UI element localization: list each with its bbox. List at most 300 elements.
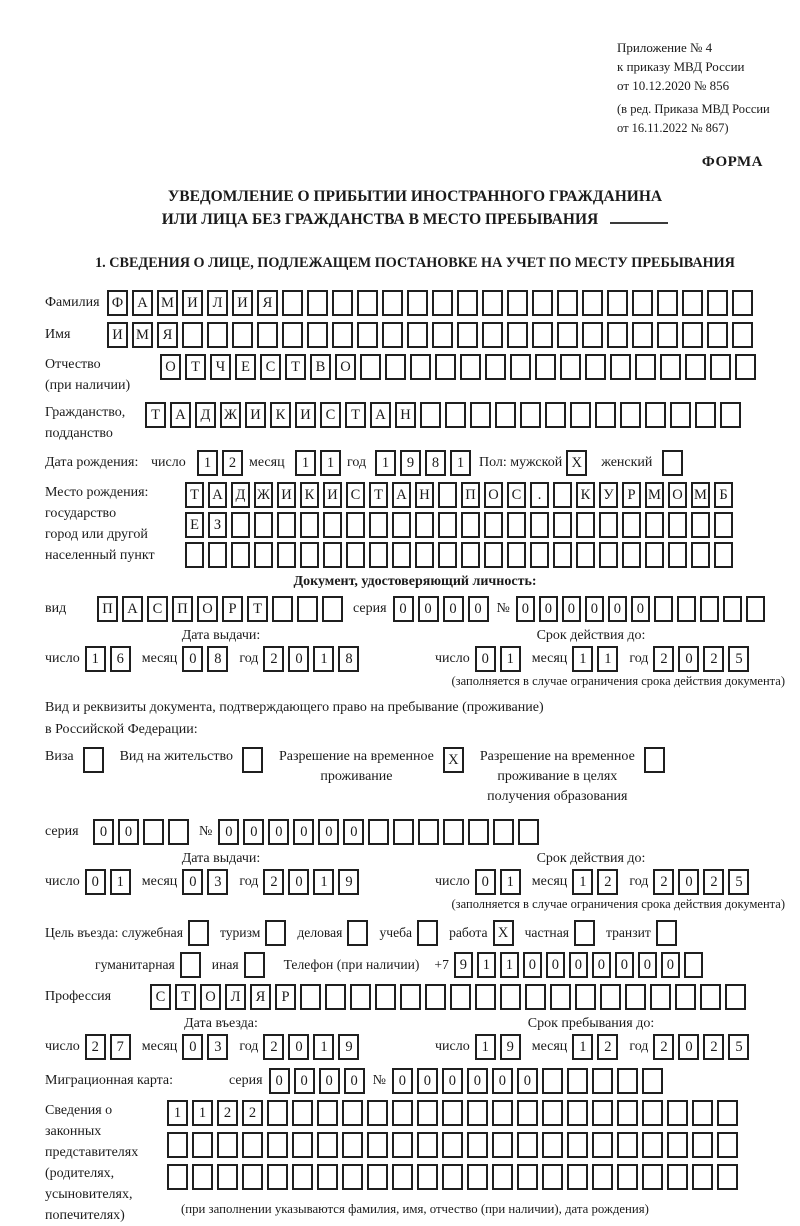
- char-cell[interactable]: [507, 542, 526, 568]
- char-cell[interactable]: Ж: [254, 482, 273, 508]
- char-cell[interactable]: [418, 819, 439, 845]
- char-cell[interactable]: 8: [425, 450, 446, 476]
- char-cell[interactable]: 9: [400, 450, 421, 476]
- char-cell[interactable]: [685, 354, 706, 380]
- char-cell[interactable]: 7: [110, 1034, 131, 1060]
- char-cell[interactable]: О: [197, 596, 218, 622]
- char-cell[interactable]: [400, 984, 421, 1010]
- char-cell[interactable]: Ж: [220, 402, 241, 428]
- char-cell[interactable]: .: [530, 482, 549, 508]
- char-cell[interactable]: [392, 1100, 413, 1126]
- checkbox-tourism[interactable]: [265, 920, 286, 946]
- char-cell[interactable]: [575, 984, 596, 1010]
- checkbox-humanitarian[interactable]: [180, 952, 201, 978]
- char-cell[interactable]: [323, 542, 342, 568]
- char-cell[interactable]: [443, 819, 464, 845]
- char-cell[interactable]: [357, 322, 378, 348]
- char-cell[interactable]: [645, 542, 664, 568]
- char-cell[interactable]: 1: [477, 952, 496, 978]
- char-cell[interactable]: [369, 542, 388, 568]
- char-cell[interactable]: [617, 1132, 638, 1158]
- char-cell[interactable]: 0: [475, 869, 496, 895]
- char-cell[interactable]: [297, 596, 318, 622]
- char-cell[interactable]: [425, 984, 446, 1010]
- char-cell[interactable]: [450, 984, 471, 1010]
- char-cell[interactable]: 1: [572, 646, 593, 672]
- char-cell[interactable]: 1: [110, 869, 131, 895]
- char-cell[interactable]: [392, 542, 411, 568]
- char-cell[interactable]: Т: [185, 354, 206, 380]
- char-cell[interactable]: [417, 1100, 438, 1126]
- char-cell[interactable]: 0: [678, 869, 699, 895]
- char-cell[interactable]: [342, 1164, 363, 1190]
- char-cell[interactable]: [507, 322, 528, 348]
- char-cell[interactable]: [368, 819, 389, 845]
- char-cell[interactable]: 2: [703, 869, 724, 895]
- char-cell[interactable]: [442, 1100, 463, 1126]
- char-cell[interactable]: [642, 1100, 663, 1126]
- char-cell[interactable]: [342, 1132, 363, 1158]
- char-cell[interactable]: 9: [338, 869, 359, 895]
- char-cell[interactable]: И: [295, 402, 316, 428]
- char-cell[interactable]: 0: [638, 952, 657, 978]
- char-cell[interactable]: [723, 596, 742, 622]
- char-cell[interactable]: 2: [222, 450, 243, 476]
- char-cell[interactable]: 0: [468, 596, 489, 622]
- char-cell[interactable]: О: [160, 354, 181, 380]
- char-cell[interactable]: 0: [288, 1034, 309, 1060]
- char-cell[interactable]: [438, 482, 457, 508]
- char-cell[interactable]: [622, 512, 641, 538]
- char-cell[interactable]: 1: [313, 646, 334, 672]
- char-cell[interactable]: [582, 322, 603, 348]
- char-cell[interactable]: [720, 402, 741, 428]
- char-cell[interactable]: [460, 354, 481, 380]
- char-cell[interactable]: [192, 1132, 213, 1158]
- char-cell[interactable]: [346, 512, 365, 538]
- char-cell[interactable]: [367, 1132, 388, 1158]
- char-cell[interactable]: [393, 819, 414, 845]
- char-cell[interactable]: 0: [492, 1068, 513, 1094]
- char-cell[interactable]: [346, 542, 365, 568]
- char-cell[interactable]: 1: [197, 450, 218, 476]
- char-cell[interactable]: [267, 1100, 288, 1126]
- char-cell[interactable]: М: [691, 482, 710, 508]
- char-cell[interactable]: [517, 1132, 538, 1158]
- char-cell[interactable]: [475, 984, 496, 1010]
- char-cell[interactable]: [367, 1164, 388, 1190]
- char-cell[interactable]: [369, 512, 388, 538]
- char-cell[interactable]: С: [346, 482, 365, 508]
- char-cell[interactable]: 0: [467, 1068, 488, 1094]
- char-cell[interactable]: 1: [320, 450, 341, 476]
- checkbox-temp-residence-education[interactable]: [644, 747, 665, 773]
- char-cell[interactable]: [707, 322, 728, 348]
- char-cell[interactable]: 0: [243, 819, 264, 845]
- char-cell[interactable]: [682, 290, 703, 316]
- char-cell[interactable]: [684, 952, 703, 978]
- char-cell[interactable]: [625, 984, 646, 1010]
- char-cell[interactable]: С: [150, 984, 171, 1010]
- char-cell[interactable]: [635, 354, 656, 380]
- char-cell[interactable]: 0: [678, 646, 699, 672]
- char-cell[interactable]: [677, 596, 696, 622]
- checkbox-transit[interactable]: [656, 920, 677, 946]
- checkbox-official[interactable]: [188, 920, 209, 946]
- char-cell[interactable]: [385, 354, 406, 380]
- char-cell[interactable]: 1: [167, 1100, 188, 1126]
- char-cell[interactable]: [714, 542, 733, 568]
- char-cell[interactable]: [517, 1164, 538, 1190]
- char-cell[interactable]: [492, 1100, 513, 1126]
- char-cell[interactable]: 0: [118, 819, 139, 845]
- char-cell[interactable]: И: [323, 482, 342, 508]
- char-cell[interactable]: [592, 1100, 613, 1126]
- char-cell[interactable]: 0: [678, 1034, 699, 1060]
- char-cell[interactable]: 8: [338, 646, 359, 672]
- char-cell[interactable]: Р: [622, 482, 641, 508]
- char-cell[interactable]: А: [122, 596, 143, 622]
- char-cell[interactable]: Т: [185, 482, 204, 508]
- char-cell[interactable]: [435, 354, 456, 380]
- char-cell[interactable]: [332, 290, 353, 316]
- char-cell[interactable]: [482, 322, 503, 348]
- char-cell[interactable]: [242, 1132, 263, 1158]
- char-cell[interactable]: [542, 1100, 563, 1126]
- char-cell[interactable]: Т: [369, 482, 388, 508]
- char-cell[interactable]: [217, 1164, 238, 1190]
- char-cell[interactable]: Л: [207, 290, 228, 316]
- char-cell[interactable]: М: [157, 290, 178, 316]
- char-cell[interactable]: [307, 290, 328, 316]
- char-cell[interactable]: [691, 512, 710, 538]
- char-cell[interactable]: 1: [375, 450, 396, 476]
- char-cell[interactable]: [468, 819, 489, 845]
- checkbox-private[interactable]: [574, 920, 595, 946]
- char-cell[interactable]: [725, 984, 746, 1010]
- checkbox-temp-residence[interactable]: X: [443, 747, 464, 773]
- char-cell[interactable]: [553, 482, 572, 508]
- char-cell[interactable]: 0: [182, 1034, 203, 1060]
- checkbox-residence-permit[interactable]: [242, 747, 263, 773]
- char-cell[interactable]: 6: [110, 646, 131, 672]
- char-cell[interactable]: [277, 512, 296, 538]
- char-cell[interactable]: [576, 512, 595, 538]
- char-cell[interactable]: [595, 402, 616, 428]
- char-cell[interactable]: 5: [728, 869, 749, 895]
- char-cell[interactable]: [231, 542, 250, 568]
- char-cell[interactable]: 0: [608, 596, 627, 622]
- char-cell[interactable]: 1: [192, 1100, 213, 1126]
- char-cell[interactable]: [407, 290, 428, 316]
- char-cell[interactable]: [282, 290, 303, 316]
- char-cell[interactable]: [592, 1164, 613, 1190]
- char-cell[interactable]: 9: [500, 1034, 521, 1060]
- char-cell[interactable]: [632, 290, 653, 316]
- char-cell[interactable]: 1: [295, 450, 316, 476]
- char-cell[interactable]: [300, 512, 319, 538]
- char-cell[interactable]: [292, 1100, 313, 1126]
- char-cell[interactable]: [530, 512, 549, 538]
- char-cell[interactable]: [207, 322, 228, 348]
- char-cell[interactable]: 0: [318, 819, 339, 845]
- char-cell[interactable]: [192, 1164, 213, 1190]
- char-cell[interactable]: [407, 322, 428, 348]
- char-cell[interactable]: 1: [475, 1034, 496, 1060]
- char-cell[interactable]: 0: [182, 646, 203, 672]
- char-cell[interactable]: [710, 354, 731, 380]
- char-cell[interactable]: [553, 542, 572, 568]
- char-cell[interactable]: [617, 1164, 638, 1190]
- char-cell[interactable]: 1: [500, 646, 521, 672]
- char-cell[interactable]: 1: [450, 450, 471, 476]
- char-cell[interactable]: 0: [516, 596, 535, 622]
- char-cell[interactable]: [392, 512, 411, 538]
- char-cell[interactable]: [167, 1132, 188, 1158]
- char-cell[interactable]: Я: [257, 290, 278, 316]
- char-cell[interactable]: [438, 512, 457, 538]
- char-cell[interactable]: [645, 402, 666, 428]
- char-cell[interactable]: [392, 1164, 413, 1190]
- char-cell[interactable]: 0: [523, 952, 542, 978]
- char-cell[interactable]: 9: [338, 1034, 359, 1060]
- char-cell[interactable]: Ф: [107, 290, 128, 316]
- char-cell[interactable]: И: [277, 482, 296, 508]
- char-cell[interactable]: [482, 290, 503, 316]
- char-cell[interactable]: Я: [250, 984, 271, 1010]
- char-cell[interactable]: 1: [85, 646, 106, 672]
- char-cell[interactable]: 0: [288, 869, 309, 895]
- char-cell[interactable]: [599, 512, 618, 538]
- char-cell[interactable]: 0: [562, 596, 581, 622]
- char-cell[interactable]: [620, 402, 641, 428]
- char-cell[interactable]: [645, 512, 664, 538]
- char-cell[interactable]: [695, 402, 716, 428]
- char-cell[interactable]: Б: [714, 482, 733, 508]
- char-cell[interactable]: 1: [500, 869, 521, 895]
- char-cell[interactable]: К: [576, 482, 595, 508]
- char-cell[interactable]: [610, 354, 631, 380]
- char-cell[interactable]: [217, 1132, 238, 1158]
- char-cell[interactable]: 0: [268, 819, 289, 845]
- char-cell[interactable]: М: [132, 322, 153, 348]
- char-cell[interactable]: [532, 322, 553, 348]
- char-cell[interactable]: [530, 542, 549, 568]
- char-cell[interactable]: [667, 1132, 688, 1158]
- char-cell[interactable]: Я: [157, 322, 178, 348]
- char-cell[interactable]: [232, 322, 253, 348]
- char-cell[interactable]: [484, 542, 503, 568]
- char-cell[interactable]: О: [200, 984, 221, 1010]
- char-cell[interactable]: [292, 1164, 313, 1190]
- char-cell[interactable]: [500, 984, 521, 1010]
- char-cell[interactable]: Е: [235, 354, 256, 380]
- char-cell[interactable]: 2: [703, 1034, 724, 1060]
- char-cell[interactable]: [438, 542, 457, 568]
- char-cell[interactable]: 0: [417, 1068, 438, 1094]
- char-cell[interactable]: И: [107, 322, 128, 348]
- char-cell[interactable]: [735, 354, 756, 380]
- char-cell[interactable]: [495, 402, 516, 428]
- char-cell[interactable]: [700, 984, 721, 1010]
- char-cell[interactable]: З: [208, 512, 227, 538]
- char-cell[interactable]: 2: [703, 646, 724, 672]
- char-cell[interactable]: [542, 1164, 563, 1190]
- char-cell[interactable]: П: [172, 596, 193, 622]
- checkbox-business[interactable]: [347, 920, 368, 946]
- char-cell[interactable]: [570, 402, 591, 428]
- char-cell[interactable]: [654, 596, 673, 622]
- char-cell[interactable]: [461, 512, 480, 538]
- char-cell[interactable]: И: [182, 290, 203, 316]
- char-cell[interactable]: [592, 1068, 613, 1094]
- char-cell[interactable]: Л: [225, 984, 246, 1010]
- char-cell[interactable]: Т: [145, 402, 166, 428]
- char-cell[interactable]: [707, 290, 728, 316]
- char-cell[interactable]: 0: [442, 1068, 463, 1094]
- char-cell[interactable]: [714, 512, 733, 538]
- char-cell[interactable]: [410, 354, 431, 380]
- char-cell[interactable]: 2: [597, 869, 618, 895]
- char-cell[interactable]: [282, 322, 303, 348]
- char-cell[interactable]: 2: [242, 1100, 263, 1126]
- char-cell[interactable]: [668, 512, 687, 538]
- char-cell[interactable]: [143, 819, 164, 845]
- char-cell[interactable]: К: [300, 482, 319, 508]
- char-cell[interactable]: [292, 1132, 313, 1158]
- char-cell[interactable]: [442, 1164, 463, 1190]
- char-cell[interactable]: С: [147, 596, 168, 622]
- char-cell[interactable]: 0: [392, 1068, 413, 1094]
- char-cell[interactable]: [667, 1100, 688, 1126]
- char-cell[interactable]: К: [270, 402, 291, 428]
- char-cell[interactable]: А: [208, 482, 227, 508]
- char-cell[interactable]: [567, 1100, 588, 1126]
- char-cell[interactable]: [642, 1164, 663, 1190]
- char-cell[interactable]: 0: [517, 1068, 538, 1094]
- char-cell[interactable]: 0: [85, 869, 106, 895]
- char-cell[interactable]: [607, 290, 628, 316]
- char-cell[interactable]: [642, 1132, 663, 1158]
- char-cell[interactable]: А: [370, 402, 391, 428]
- char-cell[interactable]: 0: [539, 596, 558, 622]
- char-cell[interactable]: Т: [247, 596, 268, 622]
- char-cell[interactable]: [599, 542, 618, 568]
- char-cell[interactable]: И: [232, 290, 253, 316]
- checkbox-visa[interactable]: [83, 747, 104, 773]
- char-cell[interactable]: [432, 290, 453, 316]
- char-cell[interactable]: [277, 542, 296, 568]
- char-cell[interactable]: [350, 984, 371, 1010]
- char-cell[interactable]: Р: [222, 596, 243, 622]
- char-cell[interactable]: Д: [231, 482, 250, 508]
- char-cell[interactable]: [267, 1132, 288, 1158]
- char-cell[interactable]: [692, 1100, 713, 1126]
- char-cell[interactable]: [382, 322, 403, 348]
- char-cell[interactable]: [267, 1164, 288, 1190]
- char-cell[interactable]: [432, 322, 453, 348]
- char-cell[interactable]: Ч: [210, 354, 231, 380]
- char-cell[interactable]: [342, 1100, 363, 1126]
- char-cell[interactable]: [420, 402, 441, 428]
- char-cell[interactable]: П: [97, 596, 118, 622]
- char-cell[interactable]: [457, 322, 478, 348]
- char-cell[interactable]: [322, 596, 343, 622]
- char-cell[interactable]: [323, 512, 342, 538]
- char-cell[interactable]: [470, 402, 491, 428]
- char-cell[interactable]: 0: [661, 952, 680, 978]
- char-cell[interactable]: [600, 984, 621, 1010]
- char-cell[interactable]: 1: [313, 1034, 334, 1060]
- char-cell[interactable]: [632, 322, 653, 348]
- char-cell[interactable]: 0: [344, 1068, 365, 1094]
- char-cell[interactable]: 0: [182, 869, 203, 895]
- char-cell[interactable]: [700, 596, 719, 622]
- char-cell[interactable]: [357, 290, 378, 316]
- char-cell[interactable]: 2: [263, 646, 284, 672]
- char-cell[interactable]: [360, 354, 381, 380]
- char-cell[interactable]: [507, 512, 526, 538]
- char-cell[interactable]: Р: [275, 984, 296, 1010]
- char-cell[interactable]: [717, 1132, 738, 1158]
- char-cell[interactable]: 0: [294, 1068, 315, 1094]
- char-cell[interactable]: [670, 402, 691, 428]
- char-cell[interactable]: 1: [597, 646, 618, 672]
- char-cell[interactable]: [417, 1132, 438, 1158]
- char-cell[interactable]: 2: [263, 1034, 284, 1060]
- char-cell[interactable]: С: [260, 354, 281, 380]
- char-cell[interactable]: [518, 819, 539, 845]
- char-cell[interactable]: 0: [585, 596, 604, 622]
- char-cell[interactable]: [657, 322, 678, 348]
- char-cell[interactable]: [417, 1164, 438, 1190]
- char-cell[interactable]: 0: [293, 819, 314, 845]
- char-cell[interactable]: С: [507, 482, 526, 508]
- char-cell[interactable]: Н: [395, 402, 416, 428]
- char-cell[interactable]: [317, 1164, 338, 1190]
- char-cell[interactable]: О: [484, 482, 503, 508]
- char-cell[interactable]: [553, 512, 572, 538]
- char-cell[interactable]: [517, 1100, 538, 1126]
- char-cell[interactable]: 5: [728, 1034, 749, 1060]
- char-cell[interactable]: У: [599, 482, 618, 508]
- char-cell[interactable]: [717, 1100, 738, 1126]
- char-cell[interactable]: Е: [185, 512, 204, 538]
- char-cell[interactable]: [185, 542, 204, 568]
- char-cell[interactable]: 0: [615, 952, 634, 978]
- char-cell[interactable]: [732, 322, 753, 348]
- char-cell[interactable]: [675, 984, 696, 1010]
- char-cell[interactable]: [325, 984, 346, 1010]
- checkbox-female[interactable]: [662, 450, 683, 476]
- char-cell[interactable]: 0: [288, 646, 309, 672]
- char-cell[interactable]: С: [320, 402, 341, 428]
- char-cell[interactable]: [650, 984, 671, 1010]
- char-cell[interactable]: 0: [393, 596, 414, 622]
- char-cell[interactable]: П: [461, 482, 480, 508]
- char-cell[interactable]: Д: [195, 402, 216, 428]
- char-cell[interactable]: [692, 1164, 713, 1190]
- char-cell[interactable]: 0: [269, 1068, 290, 1094]
- char-cell[interactable]: 0: [546, 952, 565, 978]
- char-cell[interactable]: [545, 402, 566, 428]
- char-cell[interactable]: 2: [263, 869, 284, 895]
- char-cell[interactable]: [168, 819, 189, 845]
- char-cell[interactable]: [617, 1068, 638, 1094]
- checkbox-work[interactable]: X: [493, 920, 514, 946]
- char-cell[interactable]: [492, 1164, 513, 1190]
- char-cell[interactable]: 2: [653, 1034, 674, 1060]
